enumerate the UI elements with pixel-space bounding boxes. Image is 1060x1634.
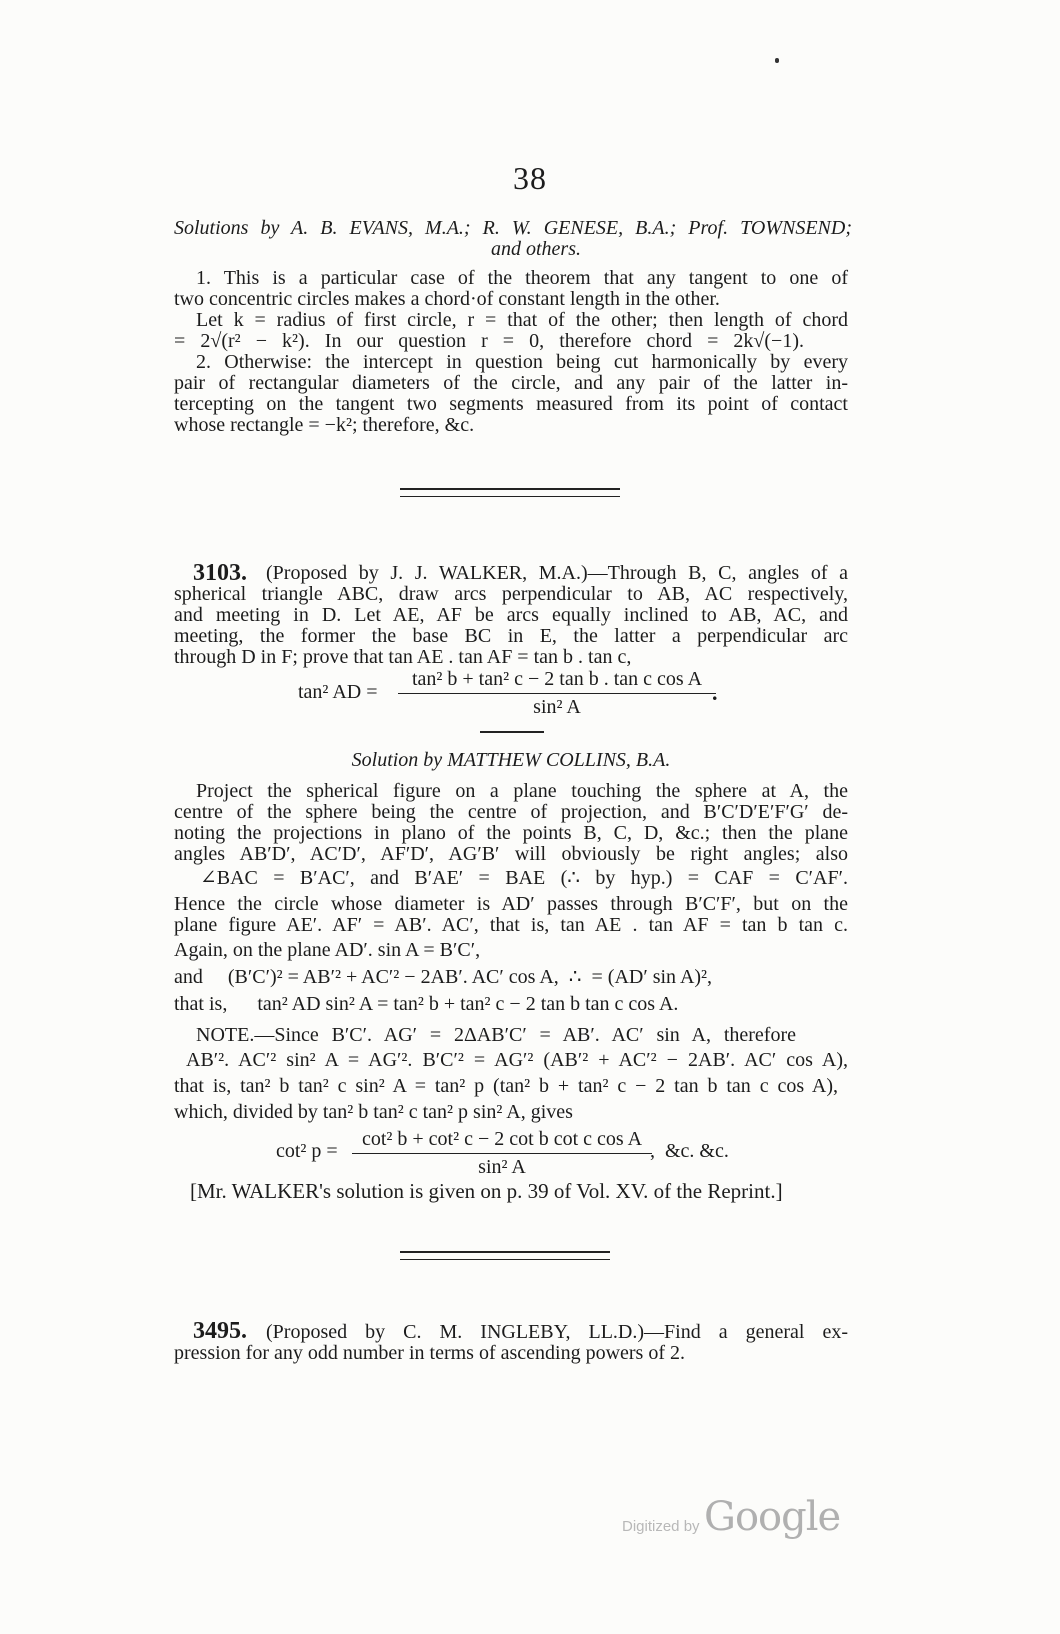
note-line: AB′². AC′² sin² A = AG′². B′C′² = AG′² (AB′² + AC′² − 2AB′. AC′ cos A), xyxy=(186,1049,848,1071)
formula-numerator: cot² b + cot² c − 2 cot b cot c cos A xyxy=(361,1128,643,1150)
question-number: 3495. xyxy=(193,1318,247,1344)
formula-end: , &c. &c. xyxy=(650,1140,729,1162)
question-number: 3103. xyxy=(193,560,247,586)
text-line: = 2√(r² − k²). In our question r = 0, therefore chord = 2k√(−1). xyxy=(174,330,804,352)
text-line: pression for any odd number in terms of ascending powers of 2. xyxy=(174,1342,685,1364)
text-line: tercepting on the tangent two segments measured from its point of contact xyxy=(174,393,848,415)
note-line: that is, tan² b tan² c sin² A = tan² p (tan² b + tan² c − 2 tan b tan c cos A), xyxy=(174,1075,838,1097)
text-line: plane figure AE′. AF′ = AB′. AC′, that is, tan AE . tan AF = tan b tan c. xyxy=(174,914,848,936)
text-line: 2. Otherwise: the intercept in question being cut harmonically by every xyxy=(196,351,848,373)
text-line: two concentric circles makes a chord·of constant length in the other. xyxy=(174,288,720,310)
text-line: that is, tan² AD sin² A = tan² b + tan² c − 2 tan b tan c cos A. xyxy=(174,993,679,1015)
short-divider xyxy=(480,731,544,733)
solutions-heading-continued: and others. xyxy=(491,238,581,260)
formula-lhs: tan² AD = xyxy=(298,681,378,703)
text-line: pair of rectangular diameters of the circle, and any pair of the latter in- xyxy=(174,372,848,394)
text-line: spherical triangle ABC, draw arcs perpendicular to AB, AC respectively, xyxy=(174,583,848,605)
text-line: Let k = radius of first circle, r = that of the other; then length of chord xyxy=(196,309,848,331)
note-line: which, divided by tan² b tan² c tan² p sin² A, gives xyxy=(174,1101,573,1123)
note-line: NOTE.—Since B′C′. AG′ = 2ΔAB′C′ = AB′. AC′ sin A, therefore xyxy=(196,1024,796,1046)
text-line: centre of the sphere being the centre of projection, and B′C′D′E′F′G′ de- xyxy=(174,801,848,823)
section-divider xyxy=(400,488,620,497)
text-line: (Proposed by C. M. INGLEBY, LL.D.)—Find a general ex- xyxy=(266,1321,848,1343)
text-line: Again, on the plane AD′. sin A = B′C′, xyxy=(174,939,481,961)
text-line: Project the spherical figure on a plane touching the sphere at A, the xyxy=(196,780,848,802)
formula-denominator: sin² A xyxy=(533,696,581,718)
text-line: through D in F; prove that tan AE . tan AF = tan b . tan c, xyxy=(174,646,632,668)
page-number: 38 xyxy=(513,160,547,196)
text-line: 1. This is a particular case of the theorem that any tangent to one of xyxy=(196,267,848,289)
google-logo: Google xyxy=(704,1494,841,1540)
text-line: angles AB′D′, AC′D′, AF′D′, AG′B′ will obviously be right angles; also xyxy=(174,843,848,865)
fraction-bar xyxy=(398,693,716,694)
solutions-heading: Solutions by A. B. EVANS, M.A.; R. W. GENESE, B.A.; Prof. TOWNSEND; xyxy=(174,217,852,239)
solution-heading: Solution by MATTHEW COLLINS, B.A. xyxy=(351,749,671,771)
fraction-bar xyxy=(352,1153,652,1154)
formula-denominator: sin² A xyxy=(478,1156,526,1178)
digitized-by-label: Digitized by xyxy=(622,1518,700,1535)
formula-end: . xyxy=(712,680,718,705)
formula-lhs: cot² p = xyxy=(276,1140,338,1162)
text-line: whose rectangle = −k²; therefore, &c. xyxy=(174,414,475,436)
text-line: and (B′C′)² = AB′² + AC′² − 2AB′. AC′ cos A, ∴ = (AD′ sin A)², xyxy=(174,966,713,988)
ink-speck xyxy=(775,58,779,63)
text-line: ∠BAC = B′AC′, and B′AE′ = BAE (∴ by hyp.) = CAF = C′AF′. xyxy=(200,867,848,889)
section-divider xyxy=(400,1251,610,1260)
text-line: and meeting in D. Let AE, AF be arcs equally inclined to AB, AC, and xyxy=(174,604,848,626)
text-line: noting the projections in plano of the points B, C, D, &c.; then the plane xyxy=(174,822,848,844)
reprint-note: [Mr. WALKER's solution is given on p. 39 of Vol. XV. of the Reprint.] xyxy=(190,1179,783,1203)
text-line: (Proposed by J. J. WALKER, M.A.)—Through B, C, angles of a xyxy=(266,562,848,584)
text-line: Hence the circle whose diameter is AD′ passes through B′C′F′, but on the xyxy=(174,893,848,915)
formula-numerator: tan² b + tan² c − 2 tan b . tan c cos A xyxy=(411,668,703,690)
text-line: meeting, the former the base BC in E, the latter a perpendicular arc xyxy=(174,625,848,647)
formula-fraction xyxy=(352,1128,652,1179)
formula-fraction xyxy=(398,668,716,719)
